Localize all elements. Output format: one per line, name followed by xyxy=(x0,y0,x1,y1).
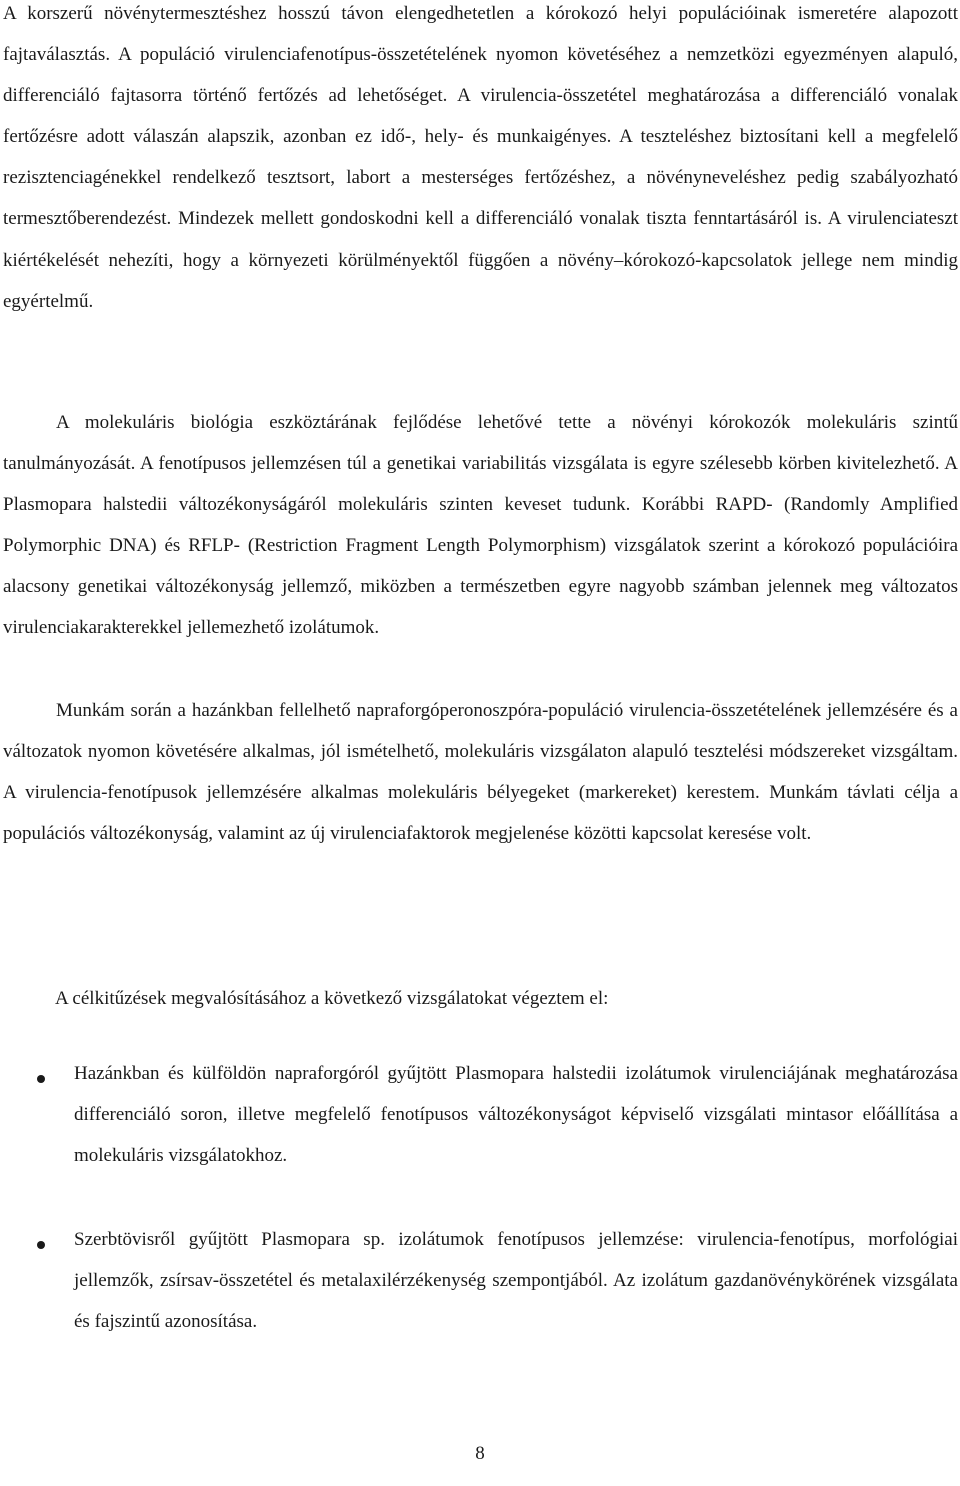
bullet-text: Hazánkban és külföldön napraforgóról gyűjtött Plasmopara halstedii izolátumok virulenciájának meghatározása differenciáló soron, illetve megfelelő fenotípusos változékonyságot képviselő vizsgálati mintasor előállítása a molekuláris vizsgálatokhoz. xyxy=(74,1063,958,1167)
bullet-text: Szerbtövisről gyűjtött Plasmopara sp. izolátumok fenotípusos jellemzése: virulencia-fenotípus, morfológiai jellemzők, zsírsav-összetétel és metalaxilérzékenység szempontjából. Az izolátum gazdanövénykörének vizsgálata és fajszintű azonosítása. xyxy=(74,1229,958,1333)
paragraph-molecular-biology: A molekuláris biológia eszköztárának fejlődése lehetővé tette a növényi kórokozók molekuláris szintű tanulmányozását. A fenotípusos jellemzésen túl a genetikai variabilitás vizsgálata is egyre szélesebb körben kivitelezhető. A Plasmopara halstedii változékonyságáról molekuláris szinten keveset tudunk. Korábbi RAPD- (Randomly Amplified Polymorphic DNA) és RFLP- (Restriction Fragment Length Polymorphism) vizsgálatok szerint a kórokozó populációira alacsony genetikai változékonyság jellemző, miközben a természetben egyre nagyobb számban jelennek meg változatos virulenciakarakterekkel jellemezhető izolátumok. xyxy=(3,412,958,639)
paragraph-intro: A korszerű növénytermesztéshez hosszú távon elengedhetetlen a kórokozó helyi populációinak ismeretére alapozott fajtaválasztás. A populáció virulenciafenotípus-összetételének nyomon követéséhez a nemzetközi egyezményen alapuló, differenciáló fajtasorra történő fertőzés ad lehetőséget. A virulencia-összetétel meghatározása a differenciáló vonalak fertőzésre adott válaszán alapszik, azonban ez idő-, hely- és munkaigényes. A teszteléshez biztosítani kell a megfelelő rezisztenciagénekkel rendelkező tesztsort, labort a mesterséges fertőzéshez, a növényneveléshez pedig szabályozható termesztőberendezést. Mindezek mellett gondoskodni kell a differenciáló vonalak tiszta fenntartásáról is. A virulenciateszt kiértékelését nehezíti, hogy a környezeti körülményektől függően a növény–kórokozó-kapcsolatok jellege nem mindig egyértelmű. xyxy=(3,3,958,312)
paragraph-objectives-heading: A célkitűzések megvalósításához a következő vizsgálatokat végeztem el: xyxy=(55,988,609,1009)
paragraph-work-goals: Munkám során a hazánkban fellelhető napraforgóperonoszpóra-populáció virulencia-összetételének jellemzésére és a változatok nyomon követésére alkalmas, jól ismételhető, molekuláris vizsgálaton alapuló tesztelési módszereket vizsgáltam. A virulencia-fenotípusok jellemzésére alkalmas molekuláris bélyegeket (markereket) kerestem. Munkám távlati célja a populációs változékonyság, valamint az új virulenciafaktorok megjelenése közötti kapcsolat keresése volt. xyxy=(3,700,958,845)
bullet-icon xyxy=(37,1241,45,1249)
page-number: 8 xyxy=(475,1443,485,1464)
bullet-icon xyxy=(37,1075,45,1083)
